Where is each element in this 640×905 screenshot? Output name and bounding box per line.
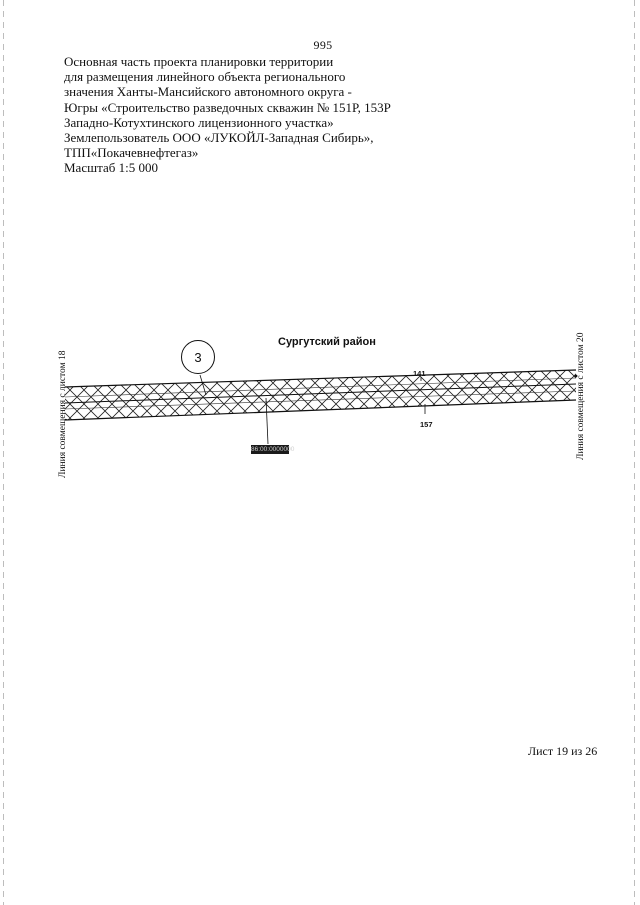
match-line-right: Линия совмещения с листом 20 xyxy=(576,332,586,460)
header-line: значения Ханты-Мансийского автономного округа - xyxy=(64,84,352,100)
point-label-157: 157 xyxy=(420,420,433,429)
header-line: Западно-Котухтинского лицензионного участка» xyxy=(64,114,334,130)
parcel-tag: 86:00:0000000 xyxy=(251,446,295,453)
header-line: для размещения линейного объекта регионального xyxy=(64,69,346,85)
header-line: Югры «Строительство разведочных скважин № 151Р, 153Р xyxy=(64,99,391,115)
district-label: Сургутский район xyxy=(278,336,376,348)
header-line: Основная часть проекта планировки территории xyxy=(64,54,334,69)
point-label-141: 141 xyxy=(413,369,426,378)
corridor-map xyxy=(0,320,640,520)
header-line: ТПП«Покачевнефтегаз» xyxy=(64,145,199,161)
page-number: 995 xyxy=(313,38,333,52)
scale-label: Масштаб 1:5 000 xyxy=(64,160,158,176)
match-line-left: Линия совмещения с листом 18 xyxy=(58,350,68,478)
sheet-label: Лист 19 из 26 xyxy=(528,744,598,758)
marker-number: 3 xyxy=(181,340,215,374)
corridor-hatch xyxy=(65,370,576,420)
header-line: Землепользователь ООО «ЛУКОЙЛ-Западная Сибирь», xyxy=(64,130,374,146)
map-area xyxy=(0,320,640,520)
header-block xyxy=(64,54,424,176)
